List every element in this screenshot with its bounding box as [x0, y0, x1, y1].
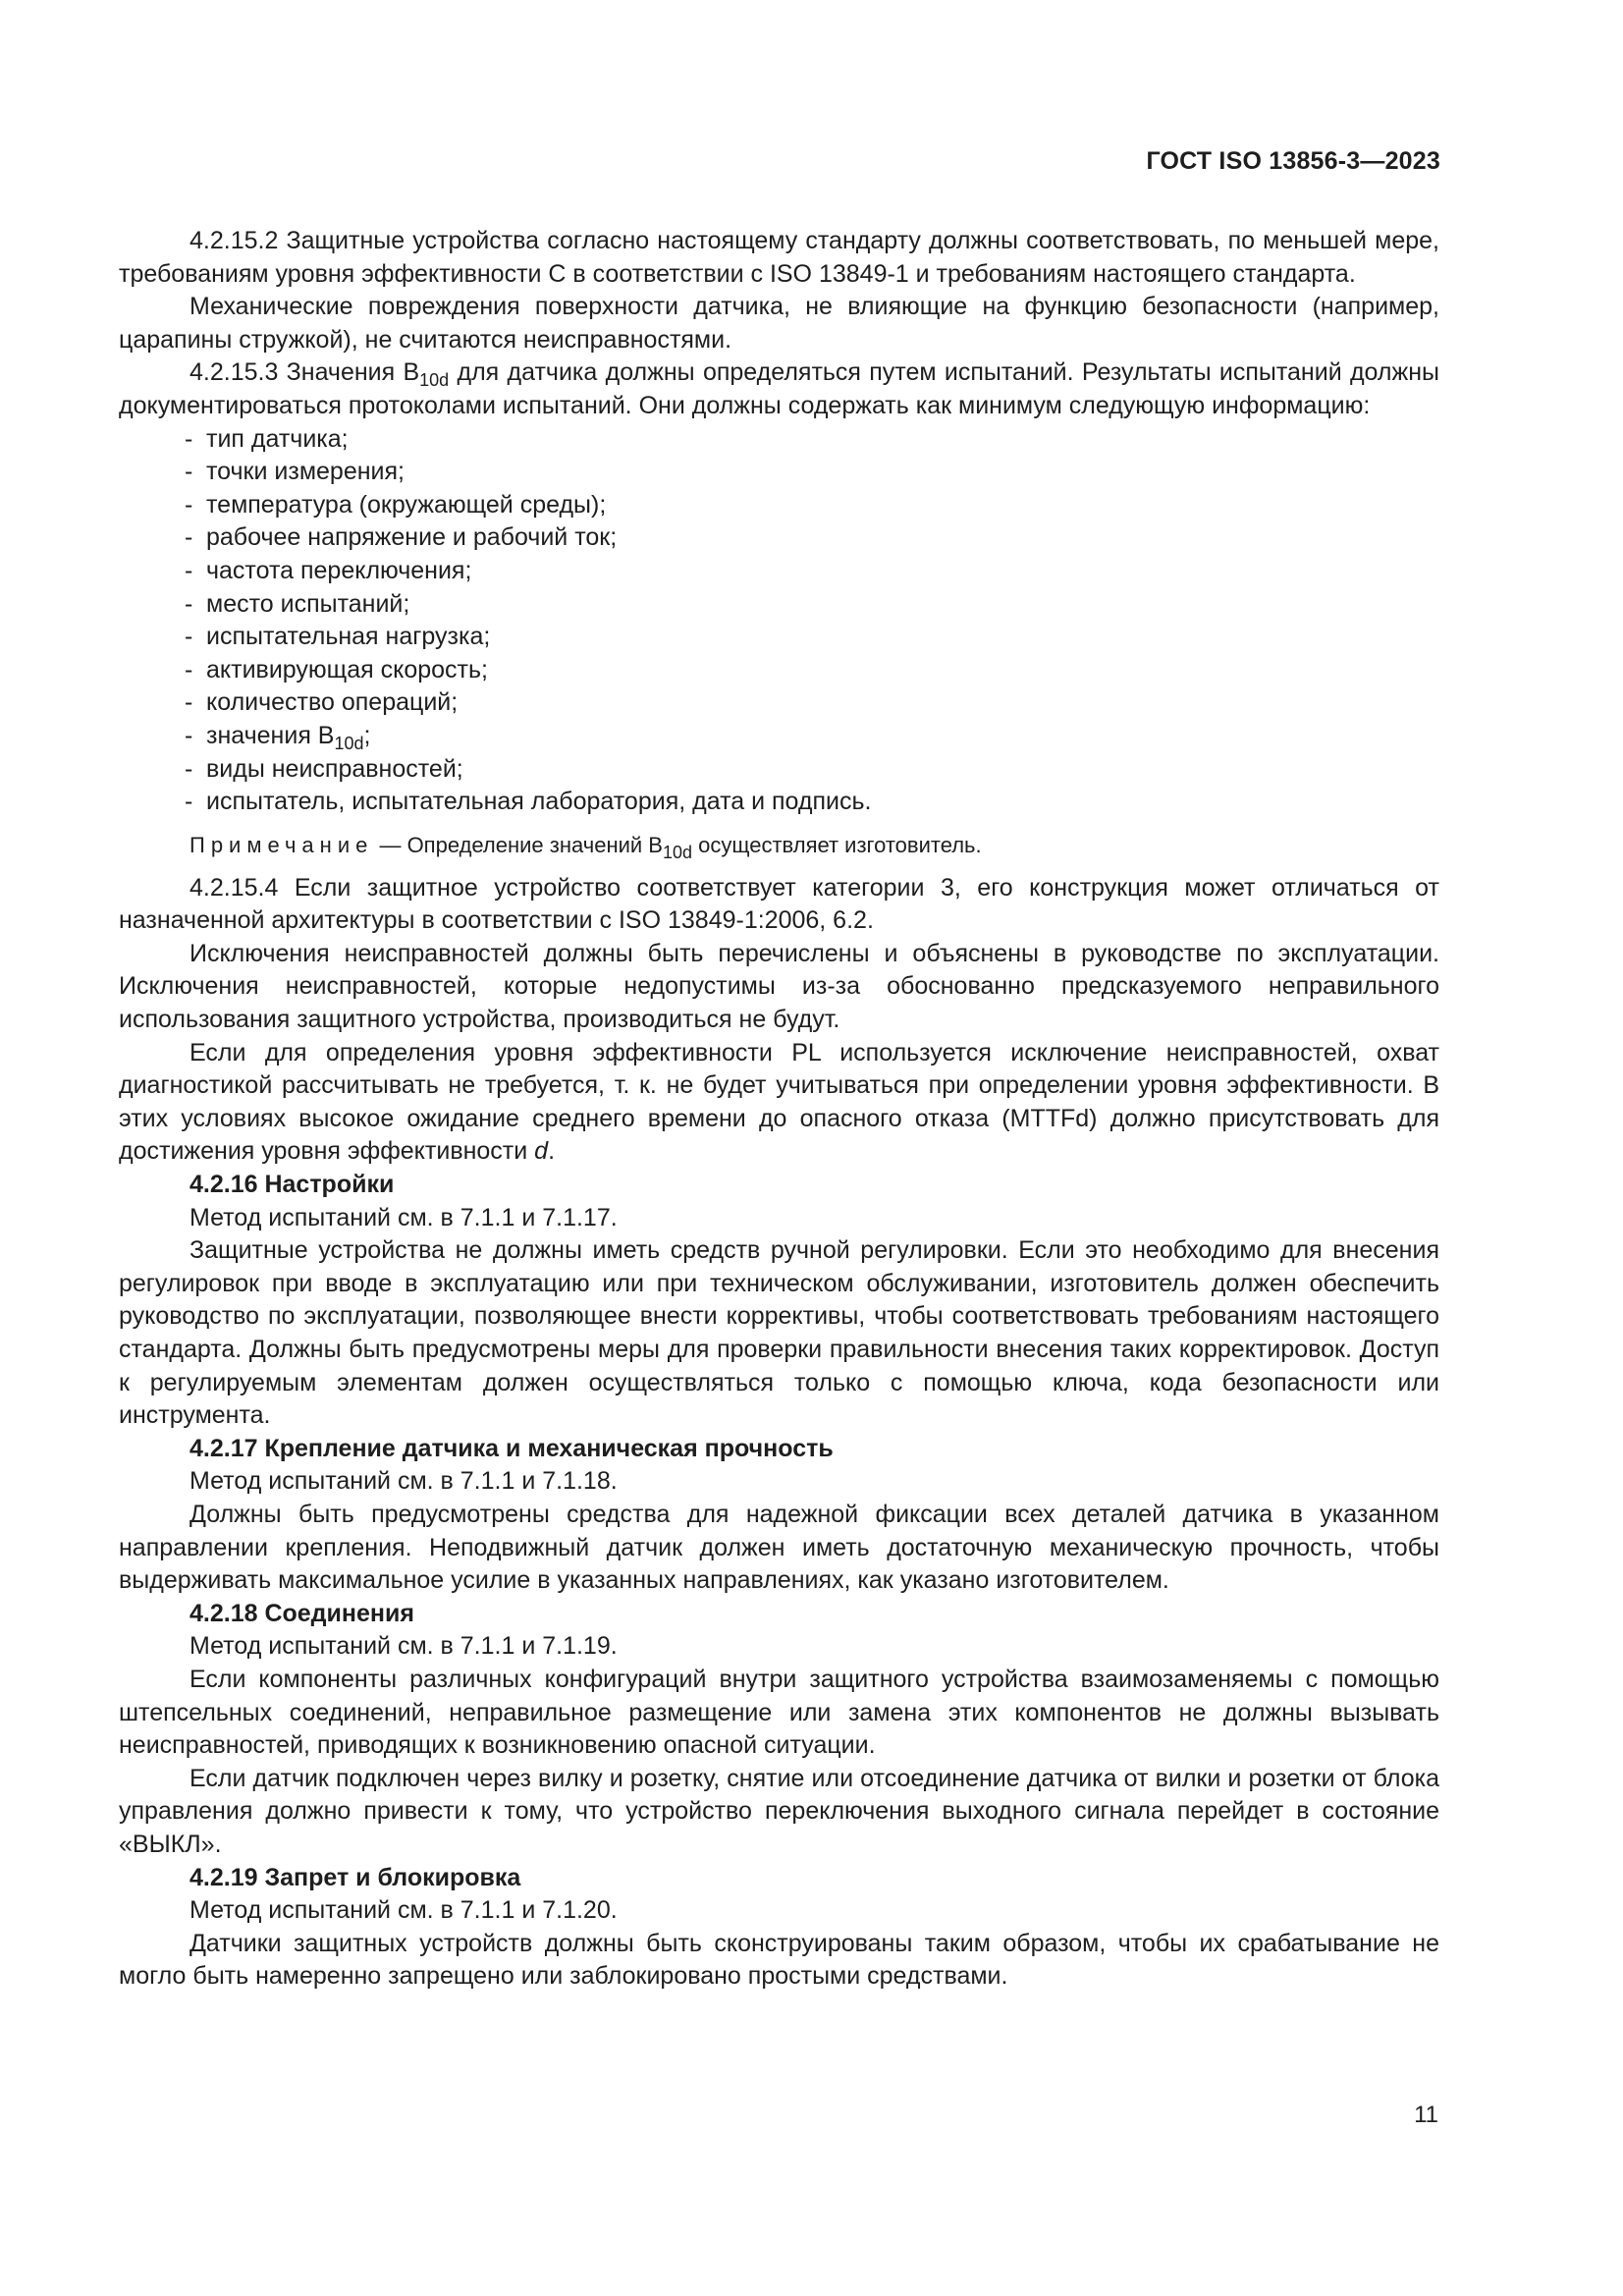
test-method-4-2-18: Метод испытаний см. в 7.1.1 и 7.1.19. [189, 1632, 618, 1661]
list-item: - испытательная нагрузка; [185, 623, 491, 651]
paragraph-plug-socket: Если датчик подключен через вилку и розетку, снятие или отсоединение датчика от вилки и розетки от блока управления должно привести к тому, что устройство переключения выходного сигнала перейдет в состояние «ВЫКЛ». [119, 1764, 1439, 1858]
p3-text-end: для датчика должны определяться путем испытаний. Результаты испытаний должны документироваться протоколами испытаний. Они должны содержать как минимум следующую информацию: [119, 358, 1439, 419]
list-item: - рабочее напряжение и рабочий ток; [185, 523, 618, 552]
page-number: 11 [1414, 2102, 1438, 2128]
document-body [119, 225, 1439, 1994]
heading-4-2-18: 4.2.18 Соединения [189, 1599, 414, 1627]
test-report-info-list [119, 423, 1439, 819]
list-item: - виды неисправностей; [185, 754, 463, 783]
p3-text-start: 4.2.15.3 Значения B [189, 358, 420, 387]
paragraph-pl-diagnostics: Если для определения уровня эффективности PL используется исключение неисправностей, охват диагностикой рассчитывать не требуется, т. к. не будет учитываться при определении уровня эффективности. В этих условиях высокое ожидание среднего времени до опасного отказа (MTTFd) должно присутствовать для достижения уровня эффективности d. [119, 1038, 1439, 1166]
test-method-4-2-19: Метод испытаний см. в 7.1.1 и 7.1.20. [189, 1896, 618, 1925]
heading-4-2-16: 4.2.16 Настройки [189, 1171, 395, 1199]
paragraph-4-2-15-2: 4.2.15.2 Защитные устройства согласно настоящему стандарту должны соответствовать, по меньшей мере, требованиям уровня эффективности С в соответствии с ISO 13849-1 и требованиям настоящего стандарта. [119, 227, 1439, 288]
list-item: - тип датчика; [185, 424, 349, 453]
list-item: - испытатель, испытательная лаборатория, дата и подпись. [185, 788, 872, 816]
heading-4-2-17: 4.2.17 Крепление датчика и механическая прочность [189, 1434, 834, 1462]
document-code-header: ГОСТ ISO 13856-3—2023 [1146, 147, 1440, 175]
note [189, 831, 1439, 860]
note-text-end: осуществляет изготовитель. [692, 832, 982, 857]
note-text-start: — Определение значений B [373, 832, 663, 857]
list-item-b10d: - значения $B_{10d}$; [185, 721, 371, 753]
list-item: - количество операций; [185, 688, 459, 717]
paragraph-4-2-15-4: 4.2.15.4 Если защитное устройство соответствует категории 3, его конструкция может отличаться от назначенной архитектуры в соответствии с ISO 13849-1:2006, 6.2. [119, 873, 1439, 935]
p3-subscript: 10d [419, 370, 450, 391]
list-item: - температура (окружающей среды); [185, 490, 607, 519]
paragraph-defeat: Датчики защитных устройств должны быть сконструированы таким образом, чтобы их срабатывание не могло быть намеренно запрещено или заблокировано простыми средствами. [119, 1929, 1439, 1991]
paragraph-4-2-15-3 [119, 356, 1439, 422]
paragraph-adjustments: Защитные устройства не должны иметь средств ручной регулировки. Если это необходимо для внесения регулировок при вводе в эксплуатацию или при техническом обслуживании, изготовитель должен обеспечить руководство по эксплуатации, позволяющее внести коррективы, чтобы соответствовать требованиям настоящего стандарта. Должны быть предусмотрены меры для проверки правильности внесения таких корректировок. Доступ к регулируемым элементам должен осуществляться только с помощью ключа, кода безопасности или инструмента. [119, 1236, 1439, 1430]
list-item: - место испытаний; [185, 589, 410, 618]
note-subscript: 10d [662, 842, 693, 862]
list-item: - частота переключения; [185, 556, 472, 584]
list-item: - точки измерения; [185, 458, 405, 486]
heading-4-2-19: 4.2.19 Запрет и блокировка [189, 1863, 521, 1891]
paragraph-mechanical-damage: Механические повреждения поверхности датчика, не влияющие на функцию безопасности (например, царапины стружкой), не считаются неисправностями. [119, 293, 1439, 354]
test-method-4-2-16: Метод испытаний см. в 7.1.1 и 7.1.17. [189, 1203, 618, 1231]
list-item: - активирующая скорость; [185, 655, 488, 683]
paragraph-fault-exclusions: Исключения неисправностей должны быть перечислены и объяснены в руководстве по эксплуатации. Исключения неисправностей, которые недопустимы из-за обоснованно предсказуемого неправильного использования защитного устройства, производиться не будут. [119, 939, 1439, 1034]
test-method-4-2-17: Метод испытаний см. в 7.1.1 и 7.1.18. [189, 1467, 618, 1496]
note-label: Примечание [189, 832, 374, 857]
paragraph-connections: Если компоненты различных конфигураций внутри защитного устройства взаимозаменяемы с помощью штепсельных соединений, неправильное размещение или замена этих компонентов не должны вызывать неисправностей, приводящих к возникновению опасной ситуации. [119, 1665, 1439, 1760]
paragraph-mounting: Должны быть предусмотрены средства для надежной фиксации всех деталей датчика в указанном направлении крепления. Неподвижный датчик должен иметь достаточную механическую прочность, чтобы выдерживать максимальное усилие в указанных направлениях, как указано изготовителем. [119, 1500, 1439, 1595]
